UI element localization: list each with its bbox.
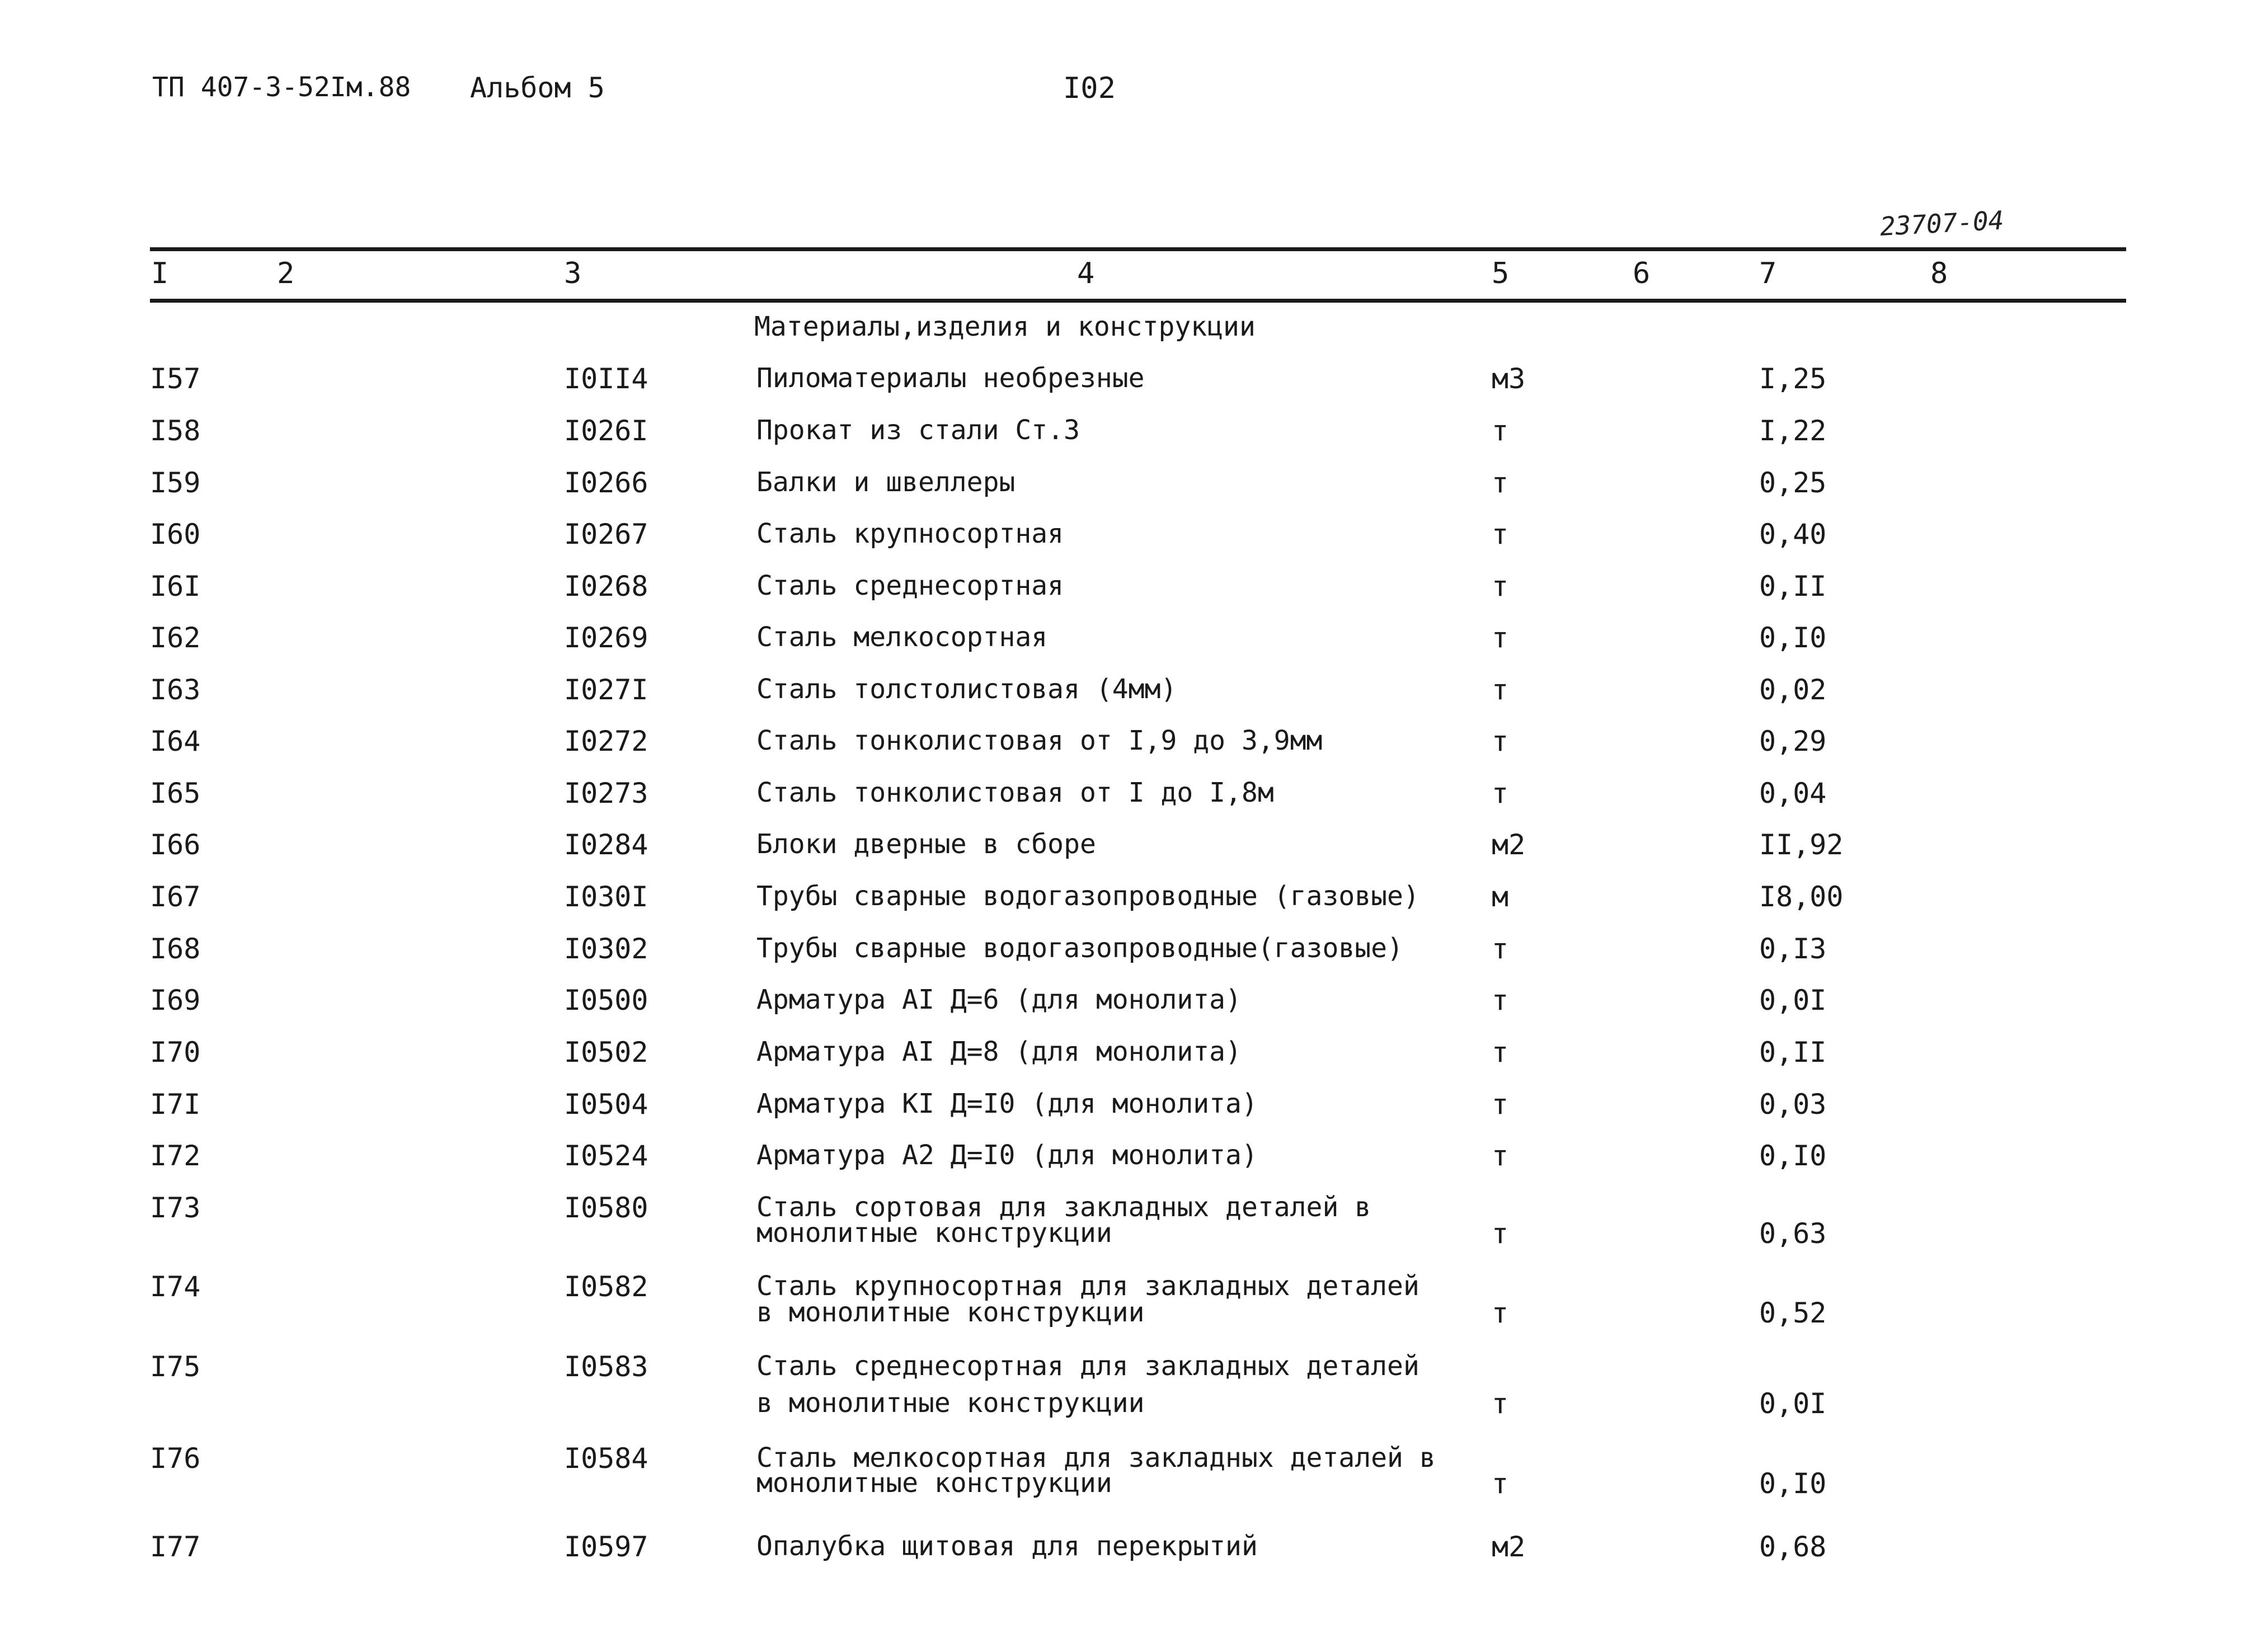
- unit-of-measure: т: [1492, 933, 1509, 965]
- unit-of-measure: т: [1492, 1387, 1509, 1420]
- resource-code: I0266: [564, 467, 648, 499]
- unit-of-measure: т: [1492, 984, 1509, 1016]
- unit-of-measure: т: [1492, 777, 1509, 809]
- unit-of-measure: т: [1492, 1140, 1509, 1172]
- album-label: Альбом 5: [470, 72, 605, 104]
- material-name: Сталь толстолистовая (4мм): [756, 674, 1177, 705]
- material-name: Арматура КI Д=I0 (для монолита): [756, 1088, 1258, 1119]
- unit-of-measure: т: [1492, 1088, 1509, 1121]
- row-number: I57: [150, 363, 201, 395]
- unit-of-measure: т: [1492, 570, 1509, 603]
- row-number: I66: [150, 829, 201, 861]
- row-number: I68: [150, 933, 201, 965]
- resource-code: I0273: [564, 777, 648, 809]
- resource-code: I0584: [564, 1442, 648, 1475]
- material-name: монолитные конструкции: [756, 1467, 1112, 1499]
- row-number: I59: [150, 467, 201, 499]
- quantity: 0,0I: [1759, 984, 1827, 1016]
- page-number: I02: [1063, 72, 1116, 105]
- row-number: I75: [150, 1350, 201, 1383]
- row-number: I76: [150, 1442, 201, 1475]
- resource-code: I026I: [564, 415, 648, 447]
- quantity: 0,03: [1759, 1088, 1827, 1121]
- material-name: Сталь крупносортная для закладных деталей: [756, 1270, 1419, 1302]
- quantity: 0,29: [1759, 725, 1827, 757]
- material-name: Арматура АI Д=6 (для монолита): [756, 984, 1242, 1015]
- column-header-3: 3: [564, 257, 582, 290]
- unit-of-measure: м: [1492, 881, 1509, 913]
- material-name: Сталь среднесортная для закладных деталей: [756, 1350, 1419, 1382]
- resource-code: I0524: [564, 1140, 648, 1172]
- material-name: Опалубка щитовая для перекрытий: [756, 1531, 1258, 1562]
- column-header-1: I: [151, 257, 169, 290]
- resource-code: I0267: [564, 518, 648, 550]
- material-name: Балки и швеллеры: [756, 467, 1016, 498]
- unit-of-measure: т: [1492, 467, 1509, 499]
- row-number: I74: [150, 1270, 201, 1303]
- material-name: Пиломатериалы необрезные: [756, 363, 1145, 394]
- material-name: Арматура А2 Д=I0 (для монолита): [756, 1140, 1258, 1171]
- material-name: Трубы сварные водогазопроводные (газовые): [756, 881, 1419, 912]
- row-number: I64: [150, 725, 201, 757]
- unit-of-measure: т: [1492, 1217, 1509, 1250]
- quantity: 0,63: [1759, 1217, 1827, 1250]
- quantity: 0,04: [1759, 777, 1827, 809]
- unit-of-measure: т: [1492, 1467, 1509, 1500]
- unit-of-measure: т: [1492, 415, 1509, 447]
- row-number: I63: [150, 674, 201, 706]
- resource-code: I0502: [564, 1036, 648, 1069]
- material-name: Сталь крупносортная: [756, 518, 1064, 549]
- quantity: I,22: [1759, 415, 1827, 447]
- resource-code: I0583: [564, 1350, 648, 1383]
- row-number: I7I: [150, 1088, 201, 1121]
- row-number: I69: [150, 984, 201, 1016]
- unit-of-measure: м2: [1492, 829, 1526, 861]
- column-header-8: 8: [1930, 257, 1948, 290]
- quantity: 0,68: [1759, 1531, 1827, 1563]
- material-name: в монолитные конструкции: [756, 1387, 1145, 1419]
- quantity: I,25: [1759, 363, 1827, 395]
- material-name: Трубы сварные водогазопроводные(газовые): [756, 933, 1403, 964]
- document-code: ТП 407-3-52Iм.88: [152, 72, 411, 103]
- row-number: I73: [150, 1192, 201, 1224]
- row-number: I70: [150, 1036, 201, 1069]
- resource-code: I0582: [564, 1270, 648, 1303]
- resource-code: I0302: [564, 933, 648, 965]
- material-name: Сталь мелкосортная: [756, 622, 1048, 653]
- unit-of-measure: т: [1492, 622, 1509, 654]
- row-number: I72: [150, 1140, 201, 1172]
- resource-code: I027I: [564, 674, 648, 706]
- unit-of-measure: м2: [1492, 1531, 1526, 1563]
- material-name: Блоки дверные в сборе: [756, 829, 1096, 860]
- unit-of-measure: т: [1492, 674, 1509, 706]
- column-header-2: 2: [277, 257, 295, 290]
- material-name: в монолитные конструкции: [756, 1297, 1145, 1328]
- quantity: 0,0I: [1759, 1387, 1827, 1420]
- column-header-7: 7: [1759, 257, 1777, 290]
- quantity: 0,I0: [1759, 622, 1827, 654]
- row-number: I67: [150, 881, 201, 913]
- material-name: Прокат из стали Ст.3: [756, 415, 1080, 446]
- resource-code: I0272: [564, 725, 648, 757]
- unit-of-measure: т: [1492, 1036, 1509, 1069]
- table-top-rule: [150, 247, 2126, 251]
- resource-code: I0268: [564, 570, 648, 603]
- column-header-5: 5: [1492, 257, 1510, 290]
- quantity: 0,02: [1759, 674, 1827, 706]
- resource-code: I0580: [564, 1192, 648, 1224]
- resource-code: I0504: [564, 1088, 648, 1121]
- resource-code: I0284: [564, 829, 648, 861]
- material-name: Сталь тонколистовая от I,9 до 3,9мм: [756, 725, 1323, 756]
- unit-of-measure: м3: [1492, 363, 1526, 395]
- handwritten-stamp: 23707-04: [1879, 205, 2005, 242]
- unit-of-measure: т: [1492, 518, 1509, 550]
- material-name: Арматура АI Д=8 (для монолита): [756, 1036, 1242, 1067]
- quantity: 0,52: [1759, 1297, 1827, 1329]
- resource-code: I0500: [564, 984, 648, 1016]
- row-number: I62: [150, 622, 201, 654]
- material-name: Сталь мелкосортная для закладных деталей в: [756, 1442, 1436, 1474]
- resource-code: I0269: [564, 622, 648, 654]
- material-name: Сталь сортовая для закладных деталей в: [756, 1192, 1371, 1223]
- quantity: 0,I0: [1759, 1140, 1827, 1172]
- row-number: I65: [150, 777, 201, 809]
- row-number: I77: [150, 1531, 201, 1563]
- quantity: I8,00: [1759, 881, 1844, 913]
- section-title: Материалы,изделия и конструкции: [754, 311, 1256, 342]
- quantity: 0,I0: [1759, 1467, 1827, 1500]
- row-number: I58: [150, 415, 201, 447]
- material-name: монолитные конструкции: [756, 1217, 1112, 1249]
- quantity: 0,40: [1759, 518, 1827, 550]
- table-header-rule: [150, 299, 2126, 303]
- quantity: 0,II: [1759, 1036, 1827, 1069]
- material-name: Сталь среднесортная: [756, 570, 1064, 601]
- quantity: 0,I3: [1759, 933, 1827, 965]
- column-header-6: 6: [1633, 257, 1651, 290]
- row-number: I60: [150, 518, 201, 550]
- resource-code: I0II4: [564, 363, 648, 395]
- material-name: Сталь тонколистовая от I до I,8м: [756, 777, 1274, 808]
- quantity: 0,II: [1759, 570, 1827, 603]
- quantity: II,92: [1759, 829, 1844, 861]
- unit-of-measure: т: [1492, 1297, 1509, 1329]
- column-header-4: 4: [1077, 257, 1095, 290]
- row-number: I6I: [150, 570, 201, 603]
- resource-code: I030I: [564, 881, 648, 913]
- resource-code: I0597: [564, 1531, 648, 1563]
- quantity: 0,25: [1759, 467, 1827, 499]
- unit-of-measure: т: [1492, 725, 1509, 757]
